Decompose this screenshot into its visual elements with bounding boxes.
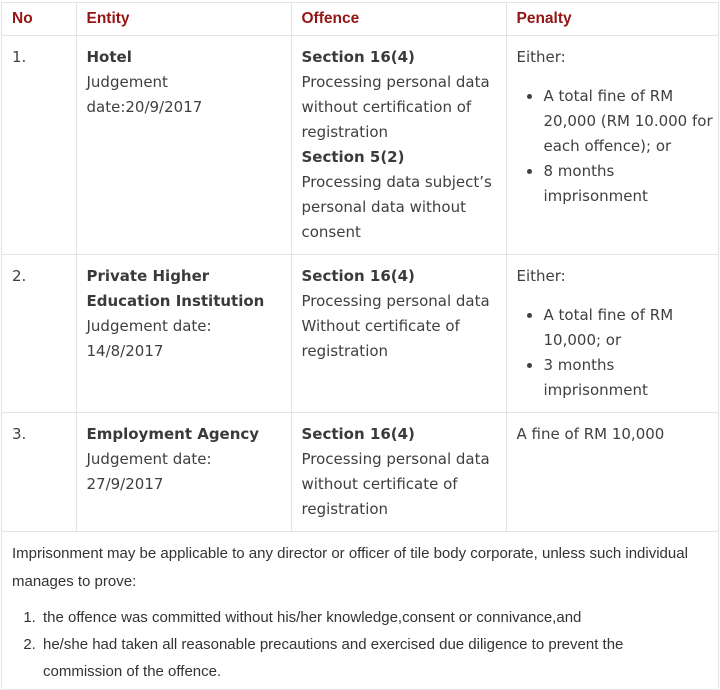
table-row: [2, 36, 718, 255]
enforcement-table-sheet: [1, 2, 719, 690]
penalty-options-list: [517, 84, 714, 209]
penalty-option: • 3 months imprisonment: [543, 353, 714, 403]
offence-section: Section 16(4): [301, 48, 415, 66]
table-row: [2, 413, 718, 532]
column-header-offence: Offence: [291, 3, 506, 36]
entity-name: Hotel: [86, 48, 132, 66]
footnote-condition: 1. the offence was committed without his/her knowledge,consent or connivance,and: [40, 604, 706, 631]
offence-section: Section 16(4): [301, 267, 415, 285]
penalty-table: [2, 3, 718, 532]
judgement-date: Judgement date: 14/8/2017: [86, 317, 212, 360]
table-header-row: [2, 3, 718, 36]
cell-entity: [76, 36, 291, 255]
footnote-paragraph: Imprisonment may be applicable to any director or officer of tile body corporate, unless such individual manages to prove:: [12, 545, 688, 590]
offence-description: Processing personal data without certification of registration: [301, 73, 490, 141]
offence-description: Processing personal data without certificate of registration: [301, 450, 490, 518]
judgement-date: Judgement date:20/9/2017: [86, 73, 203, 116]
offence-description: Processing data subject’s personal data without consent: [301, 173, 492, 241]
column-header-penalty: Penalty: [506, 3, 718, 36]
footnote-condition: 2. he/she had taken all reasonable precautions and exercised due diligence to prevent the commission of the offence.: [40, 631, 706, 685]
cell-offence: [291, 255, 506, 413]
imprisonment-footnote: [2, 532, 718, 689]
cell-offence: [291, 36, 506, 255]
penalty-option: • A total fine of RM 10,000; or: [543, 303, 714, 353]
column-header-no: No: [2, 3, 76, 36]
cell-no: 2.: [2, 255, 76, 413]
cell-penalty: [506, 255, 718, 413]
cell-entity: [76, 413, 291, 532]
cell-no: 1.: [2, 36, 76, 255]
cell-penalty: [506, 36, 718, 255]
penalty-intro: Either:: [516, 267, 566, 285]
offence-description: Processing personal data Without certificate of registration: [301, 292, 490, 360]
footnote-conditions-list: [12, 604, 706, 685]
penalty-text: A fine of RM 10,000: [516, 425, 665, 443]
cell-penalty: [506, 413, 718, 532]
penalty-option: • A total fine of RM 20,000 (RM 10.000 for each offence); or: [543, 84, 714, 159]
cell-entity: [76, 255, 291, 413]
cell-offence: [291, 413, 506, 532]
penalty-options-list: [517, 303, 714, 403]
offence-section: Section 5(2): [301, 148, 405, 166]
penalty-option: • 8 months imprisonment: [543, 159, 714, 209]
penalty-intro: Either:: [516, 48, 566, 66]
entity-name: Private Higher Education Institution: [86, 267, 265, 310]
column-header-entity: Entity: [76, 3, 291, 36]
offence-section: Section 16(4): [301, 425, 415, 443]
entity-name: Employment Agency: [86, 425, 260, 443]
cell-no: 3.: [2, 413, 76, 532]
judgement-date: Judgement date: 27/9/2017: [86, 450, 212, 493]
table-row: [2, 255, 718, 413]
